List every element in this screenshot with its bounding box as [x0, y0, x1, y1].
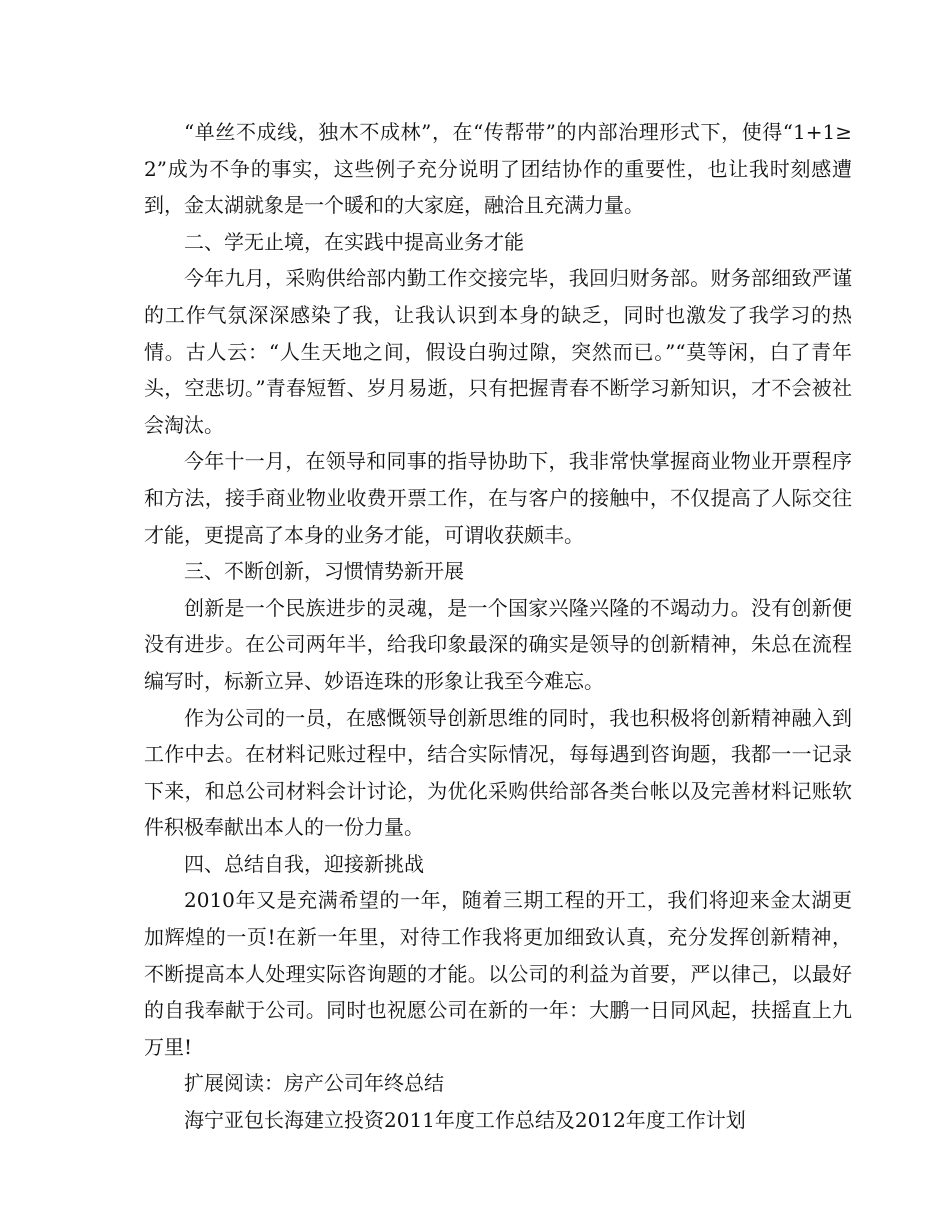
- paragraph-innovation: 创新是一个民族进步的灵魂，是一个国家兴隆兴隆的不竭动力。没有创新便没有进步。在公司两年半，给我印象最深的确实是领导的创新精神，朱总在流程编写时，标新立异、妙语连珠的形象让我至今难忘。: [144, 595, 852, 693]
- paragraph-member: 作为公司的一员，在感慨领导创新思维的同时，我也积极将创新精神融入到工作中去。在材料记账过程中，结合实际情况，每每遇到咨询题，我都一一记录下来，和总公司材料会计讨论，为优化采购供给部各类台帐以及完善材料记账软件积极奉献出本人的一份力量。: [144, 705, 852, 840]
- paragraph-september: 今年九月，采购供给部内勤工作交接完毕，我回归财务部。财务部细致严谨的工作气氛深深感染了我，让我认识到本身的缺乏，同时也激发了我学习的热情。古人云：“人生天地之间，假设白驹过隙，突然而已。”“莫等闲，白了青年头，空悲切。”青春短暂、岁月易逝，只有把握青春不断学习新知识，才不会被社会淘汰。: [144, 266, 852, 437]
- section-heading-3: 三、不断创新，习惯情势新开展: [184, 559, 464, 584]
- paragraph-2010: 2010年又是充满希望的一年，随着三期工程的开工，我们将迎来金太湖更加辉煌的一页!在新一年里，对待工作我将更加细致认真，充分发挥创新精神，不断提高本人处理实际咨询题的才能。以公司的利益为首要，严以律己，以最好的自我奉献于公司。同时也祝愿公司在新的一年：大鹏一日同风起，扶摇直上九万里!: [144, 888, 852, 1059]
- extended-reading-title: 海宁亚包长海建立投资2011年度工作总结及2012年度工作计划: [184, 1108, 746, 1133]
- extended-reading-label: 扩展阅读：房产公司年终总结: [184, 1071, 444, 1096]
- section-heading-2: 二、学无止境，在实践中提高业务才能: [184, 229, 524, 254]
- paragraph-teamwork: “单丝不成线，独木不成林”，在“传帮带”的内部治理形式下，使得“1+1≥2”成为不争的事实，这些例子充分说明了团结协作的重要性，也让我时刻感遭到，金太湖就象是一个暖和的大家庭，融洽且充满力量。: [144, 120, 852, 218]
- paragraph-november: 今年十一月，在领导和同事的指导协助下，我非常快掌握商业物业开票程序和方法，接手商业物业收费开票工作，在与客户的接触中，不仅提高了人际交往才能，更提高了本身的业务才能，可谓收获颇丰。: [144, 449, 852, 547]
- section-heading-4: 四、总结自我，迎接新挑战: [184, 851, 424, 876]
